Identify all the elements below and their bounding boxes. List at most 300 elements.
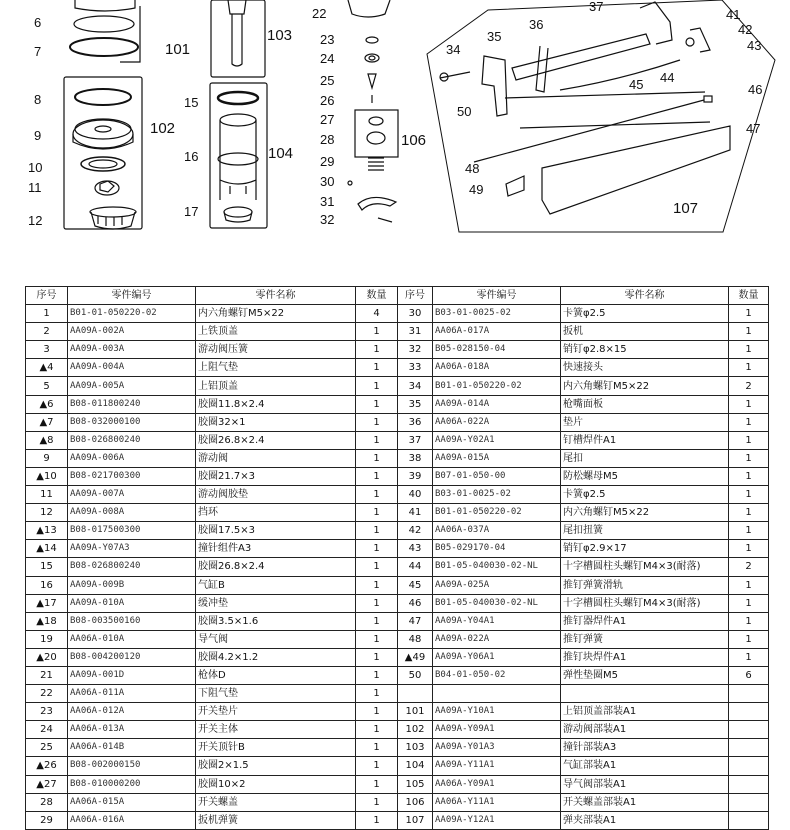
quantity: 1 (356, 685, 398, 703)
row-no: ▲6 (26, 395, 68, 413)
part-name-right: 卡簧φ2.5 (561, 486, 729, 504)
part-number: AA09A-005A (68, 377, 196, 395)
table-row (26, 576, 769, 594)
quantity-right: 1 (729, 395, 769, 413)
row-no-right: 31 (398, 323, 433, 341)
quantity-right (729, 739, 769, 757)
table-row (26, 811, 769, 829)
callout-24: 24 (320, 51, 335, 66)
quantity: 1 (356, 775, 398, 793)
part-number-right: AA09A-Y09A1 (433, 721, 561, 739)
part-number: B08-026800240 (68, 431, 196, 449)
quantity: 1 (356, 341, 398, 359)
part-name-right (561, 685, 729, 703)
callout-25: 25 (320, 73, 335, 88)
part-number: B08-002000150 (68, 757, 196, 775)
part-number: AA06A-010A (68, 630, 196, 648)
callout-7: 7 (34, 44, 42, 59)
part-name-right: 导气阀部装A1 (561, 775, 729, 793)
table-row (26, 721, 769, 739)
part-name-right: 扳机 (561, 323, 729, 341)
row-no: 25 (26, 739, 68, 757)
table-row (26, 486, 769, 504)
callout-32: 32 (320, 212, 335, 227)
part-number-right: B05-029170-04 (433, 540, 561, 558)
part-name: 胶圈11.8×2.4 (196, 395, 356, 413)
table-row (26, 630, 769, 648)
part-name: 胶圈3.5×1.6 (196, 612, 356, 630)
row-no-right: 41 (398, 504, 433, 522)
part-number-right: AA09A-025A (433, 576, 561, 594)
quantity-right: 1 (729, 467, 769, 485)
table-row (26, 449, 769, 467)
part-number: B08-021700300 (68, 467, 196, 485)
quantity: 1 (356, 504, 398, 522)
quantity: 1 (356, 540, 398, 558)
part-name: 胶圈17.5×3 (196, 522, 356, 540)
table-row (26, 685, 769, 703)
row-no-right: 47 (398, 612, 433, 630)
callout-106: 106 (401, 132, 427, 149)
part-number-right: B01-05-040030-02-NL (433, 594, 561, 612)
row-no: ▲27 (26, 775, 68, 793)
row-no-right: 42 (398, 522, 433, 540)
quantity-right: 2 (729, 377, 769, 395)
callout-29: 29 (320, 154, 335, 169)
table-row (26, 431, 769, 449)
table-row (26, 341, 769, 359)
quantity-right: 1 (729, 504, 769, 522)
row-no: 5 (26, 377, 68, 395)
part-number: AA06A-015A (68, 793, 196, 811)
part-name: 内六角螺钉M5×22 (196, 305, 356, 323)
row-no: 9 (26, 449, 68, 467)
callout-47: 47 (746, 121, 761, 136)
part-name: 上铁顶盖 (196, 323, 356, 341)
header-part-name-right: 零件名称 (561, 287, 729, 305)
callout-103: 103 (267, 27, 293, 44)
part-number-right: B01-05-040030-02-NL (433, 558, 561, 576)
part-number: AA06A-014B (68, 739, 196, 757)
part-name-right: 推钉弹簧 (561, 630, 729, 648)
row-no-right: 36 (398, 413, 433, 431)
callout-26: 26 (320, 93, 335, 108)
exploded-parts-diagram (0, 0, 790, 285)
part-name: 下阻气垫 (196, 685, 356, 703)
quantity: 1 (356, 486, 398, 504)
part-number-right: B04-01-050-02 (433, 666, 561, 684)
quantity: 1 (356, 757, 398, 775)
part-number-right: AA09A-022A (433, 630, 561, 648)
callout-23: 23 (320, 32, 335, 47)
quantity: 1 (356, 576, 398, 594)
part-name-right: 弹夹部装A1 (561, 811, 729, 829)
part-number-right: AA06A-022A (433, 413, 561, 431)
table-row (26, 594, 769, 612)
part-number: AA09A-002A (68, 323, 196, 341)
table-header-row (26, 287, 769, 305)
quantity: 1 (356, 630, 398, 648)
part-number: AA09A-007A (68, 486, 196, 504)
quantity-right: 1 (729, 359, 769, 377)
callout-107: 107 (673, 200, 699, 217)
part-name: 胶圈21.7×3 (196, 467, 356, 485)
header-no-right: 序号 (398, 287, 433, 305)
quantity-right (729, 721, 769, 739)
part-number-right: B05-028150-04 (433, 341, 561, 359)
callout-104: 104 (268, 145, 294, 162)
row-no: 12 (26, 504, 68, 522)
quantity-right: 1 (729, 413, 769, 431)
quantity-right: 1 (729, 612, 769, 630)
header-part-number-right: 零件编号 (433, 287, 561, 305)
callout-46: 46 (748, 82, 763, 97)
part-name: 导气阀 (196, 630, 356, 648)
callout-27: 27 (320, 112, 335, 127)
part-number-right: AA09A-Y11A1 (433, 757, 561, 775)
callout-12: 12 (28, 213, 43, 228)
part-name-right: 销钉φ2.8×15 (561, 341, 729, 359)
part-number-right (433, 685, 561, 703)
quantity: 1 (356, 558, 398, 576)
part-name: 撞针组件A3 (196, 540, 356, 558)
part-number: AA06A-016A (68, 811, 196, 829)
part-number: AA09A-004A (68, 359, 196, 377)
table-row (26, 703, 769, 721)
part-name: 开关垫片 (196, 703, 356, 721)
row-no-right: 44 (398, 558, 433, 576)
callout-50: 50 (457, 104, 472, 119)
row-no-right: 105 (398, 775, 433, 793)
part-name: 挡环 (196, 504, 356, 522)
part-number: AA09A-008A (68, 504, 196, 522)
part-name: 上铝顶盖 (196, 377, 356, 395)
quantity: 1 (356, 431, 398, 449)
part-number-right: AA09A-Y02A1 (433, 431, 561, 449)
part-number-right: AA06A-Y11A1 (433, 793, 561, 811)
part-number: B08-032000100 (68, 413, 196, 431)
quantity-right (729, 811, 769, 829)
callout-42: 42 (738, 22, 753, 37)
part-name: 气缸B (196, 576, 356, 594)
part-name-right: 卡簧φ2.5 (561, 305, 729, 323)
row-no-right: 40 (398, 486, 433, 504)
part-name-right: 推钉块焊件A1 (561, 648, 729, 666)
header-part-number: 零件编号 (68, 287, 196, 305)
callout-10: 10 (28, 160, 43, 175)
part-number-right: AA06A-037A (433, 522, 561, 540)
quantity-right: 1 (729, 486, 769, 504)
callout-37: 37 (589, 0, 604, 14)
quantity-right: 1 (729, 522, 769, 540)
row-no: 3 (26, 341, 68, 359)
table-row (26, 359, 769, 377)
callout-9: 9 (34, 128, 42, 143)
quantity: 1 (356, 666, 398, 684)
quantity: 1 (356, 739, 398, 757)
quantity-right (729, 703, 769, 721)
callout-16: 16 (184, 149, 199, 164)
row-no: 23 (26, 703, 68, 721)
quantity-right: 1 (729, 341, 769, 359)
row-no-right: 101 (398, 703, 433, 721)
quantity-right: 1 (729, 323, 769, 341)
quantity: 1 (356, 811, 398, 829)
callout-34: 34 (446, 42, 461, 57)
part-name-right: 推钉器焊件A1 (561, 612, 729, 630)
quantity-right: 1 (729, 449, 769, 467)
table-row (26, 504, 769, 522)
row-no: 22 (26, 685, 68, 703)
quantity-right (729, 793, 769, 811)
part-number-right: AA09A-Y01A3 (433, 739, 561, 757)
part-number-right: AA09A-Y06A1 (433, 648, 561, 666)
table-row (26, 648, 769, 666)
part-name-right: 销钉φ2.9×17 (561, 540, 729, 558)
table-row (26, 666, 769, 684)
part-name-right: 气缸部装A1 (561, 757, 729, 775)
part-number: B08-026800240 (68, 558, 196, 576)
table-row (26, 558, 769, 576)
quantity-right (729, 775, 769, 793)
quantity-right: 1 (729, 305, 769, 323)
part-name: 扳机弹簧 (196, 811, 356, 829)
quantity-right: 1 (729, 540, 769, 558)
quantity: 1 (356, 612, 398, 630)
quantity-right: 1 (729, 648, 769, 666)
parts-list-body (26, 287, 769, 830)
part-number: B08-017500300 (68, 522, 196, 540)
header-no: 序号 (26, 287, 68, 305)
part-name: 游动阀 (196, 449, 356, 467)
quantity-right: 1 (729, 576, 769, 594)
part-number: AA09A-009B (68, 576, 196, 594)
part-number-right: B03-01-0025-02 (433, 486, 561, 504)
row-no: 24 (26, 721, 68, 739)
quantity: 1 (356, 449, 398, 467)
parts-list-table (25, 286, 769, 830)
part-name-right: 尾扣扭簧 (561, 522, 729, 540)
row-no: ▲14 (26, 540, 68, 558)
quantity: 1 (356, 594, 398, 612)
part-number-right: AA09A-Y04A1 (433, 612, 561, 630)
quantity: 1 (356, 413, 398, 431)
table-row (26, 540, 769, 558)
part-name-right: 垫片 (561, 413, 729, 431)
part-number-right: B01-01-050220-02 (433, 504, 561, 522)
part-name: 开关主体 (196, 721, 356, 739)
row-no: 21 (26, 666, 68, 684)
quantity: 4 (356, 305, 398, 323)
table-row (26, 413, 769, 431)
callout-30: 30 (320, 174, 335, 189)
row-no-right (398, 685, 433, 703)
quantity-right: 1 (729, 594, 769, 612)
table-row (26, 793, 769, 811)
part-name: 缓冲垫 (196, 594, 356, 612)
quantity-right (729, 757, 769, 775)
row-no-right: 50 (398, 666, 433, 684)
row-no-right: 39 (398, 467, 433, 485)
part-number: B08-010000200 (68, 775, 196, 793)
part-name-right: 开关螺盖部装A1 (561, 793, 729, 811)
part-number-right: B03-01-0025-02 (433, 305, 561, 323)
table-row (26, 377, 769, 395)
part-name-right: 十字槽圆柱头螺钉M4×3(耐落) (561, 558, 729, 576)
part-number: B08-004200120 (68, 648, 196, 666)
part-name-right: 推钉弹簧滑轨 (561, 576, 729, 594)
part-number: B08-003500160 (68, 612, 196, 630)
quantity: 1 (356, 721, 398, 739)
header-qty-right: 数量 (729, 287, 769, 305)
quantity: 1 (356, 467, 398, 485)
table-row (26, 775, 769, 793)
part-number: AA09A-001D (68, 666, 196, 684)
part-number-right: AA06A-018A (433, 359, 561, 377)
part-number-right: AA09A-Y12A1 (433, 811, 561, 829)
table-row (26, 522, 769, 540)
row-no: ▲8 (26, 431, 68, 449)
callout-49: 49 (469, 182, 484, 197)
row-no-right: 103 (398, 739, 433, 757)
row-no: 16 (26, 576, 68, 594)
part-name-right: 防松螺母M5 (561, 467, 729, 485)
quantity-right: 1 (729, 431, 769, 449)
callout-36: 36 (529, 17, 544, 32)
table-row (26, 467, 769, 485)
row-no-right: ▲49 (398, 648, 433, 666)
part-number: AA09A-Y07A3 (68, 540, 196, 558)
part-name-right: 撞针部装A3 (561, 739, 729, 757)
part-name-right: 尾扣 (561, 449, 729, 467)
row-no-right: 102 (398, 721, 433, 739)
part-name-right: 内六角螺钉M5×22 (561, 504, 729, 522)
row-no: 28 (26, 793, 68, 811)
row-no: ▲26 (26, 757, 68, 775)
part-name-right: 内六角螺钉M5×22 (561, 377, 729, 395)
part-number: AA06A-012A (68, 703, 196, 721)
callout-31: 31 (320, 194, 335, 209)
part-name: 游动阀压簧 (196, 341, 356, 359)
callout-6: 6 (34, 15, 42, 30)
row-no: ▲20 (26, 648, 68, 666)
row-no: ▲10 (26, 467, 68, 485)
row-no: 1 (26, 305, 68, 323)
part-name: 枪体D (196, 666, 356, 684)
quantity: 1 (356, 793, 398, 811)
row-no-right: 46 (398, 594, 433, 612)
row-no-right: 43 (398, 540, 433, 558)
part-number: AA09A-006A (68, 449, 196, 467)
callout-41: 41 (726, 7, 741, 22)
row-no-right: 37 (398, 431, 433, 449)
quantity-right: 1 (729, 630, 769, 648)
row-no: ▲7 (26, 413, 68, 431)
table-row (26, 739, 769, 757)
table-row (26, 323, 769, 341)
part-number-right: AA09A-015A (433, 449, 561, 467)
callout-17: 17 (184, 204, 199, 219)
part-name: 开关螺盖 (196, 793, 356, 811)
part-name-right: 游动阀部装A1 (561, 721, 729, 739)
callout-11: 11 (28, 180, 42, 195)
part-number: AA06A-013A (68, 721, 196, 739)
table-row (26, 757, 769, 775)
quantity: 1 (356, 395, 398, 413)
row-no-right: 32 (398, 341, 433, 359)
callout-22: 22 (312, 6, 327, 21)
row-no-right: 107 (398, 811, 433, 829)
row-no: 29 (26, 811, 68, 829)
part-name: 游动阀胶垫 (196, 486, 356, 504)
callout-45: 45 (629, 77, 644, 92)
quantity: 1 (356, 323, 398, 341)
callout-102: 102 (150, 120, 176, 137)
row-no-right: 35 (398, 395, 433, 413)
row-no: ▲4 (26, 359, 68, 377)
row-no: 15 (26, 558, 68, 576)
row-no-right: 34 (398, 377, 433, 395)
row-no: 2 (26, 323, 68, 341)
part-name-right: 钉槽焊件A1 (561, 431, 729, 449)
row-no: 11 (26, 486, 68, 504)
callout-8: 8 (34, 92, 42, 107)
part-number: B01-01-050220-02 (68, 305, 196, 323)
part-number-right: B01-01-050220-02 (433, 377, 561, 395)
callout-101: 101 (165, 41, 191, 58)
quantity: 1 (356, 377, 398, 395)
part-name: 胶圈4.2×1.2 (196, 648, 356, 666)
table-row (26, 395, 769, 413)
quantity-right: 6 (729, 666, 769, 684)
part-number-right: AA06A-Y09A1 (433, 775, 561, 793)
row-no-right: 48 (398, 630, 433, 648)
quantity: 1 (356, 522, 398, 540)
part-number-right: B07-01-050-00 (433, 467, 561, 485)
quantity-right (729, 685, 769, 703)
callout-35: 35 (487, 29, 502, 44)
row-no-right: 30 (398, 305, 433, 323)
row-no: 19 (26, 630, 68, 648)
part-name: 胶圈26.8×2.4 (196, 558, 356, 576)
callout-15: 15 (184, 95, 199, 110)
quantity-right: 2 (729, 558, 769, 576)
header-part-name: 零件名称 (196, 287, 356, 305)
row-no-right: 106 (398, 793, 433, 811)
part-number: AA06A-011A (68, 685, 196, 703)
part-name-right: 枪嘴面板 (561, 395, 729, 413)
part-name: 上阻气垫 (196, 359, 356, 377)
row-no-right: 33 (398, 359, 433, 377)
part-number-right: AA06A-017A (433, 323, 561, 341)
part-number: B08-011800240 (68, 395, 196, 413)
table-row (26, 305, 769, 323)
part-number: AA09A-010A (68, 594, 196, 612)
row-no-right: 104 (398, 757, 433, 775)
callout-28: 28 (320, 132, 335, 147)
row-no-right: 45 (398, 576, 433, 594)
table-row (26, 612, 769, 630)
part-name: 胶圈26.8×2.4 (196, 431, 356, 449)
row-no-right: 38 (398, 449, 433, 467)
callout-44: 44 (660, 70, 675, 85)
part-number-right: AA09A-014A (433, 395, 561, 413)
row-no: ▲17 (26, 594, 68, 612)
row-no: ▲18 (26, 612, 68, 630)
part-name-right: 弹性垫圈M5 (561, 666, 729, 684)
quantity: 1 (356, 703, 398, 721)
part-name: 胶圈10×2 (196, 775, 356, 793)
